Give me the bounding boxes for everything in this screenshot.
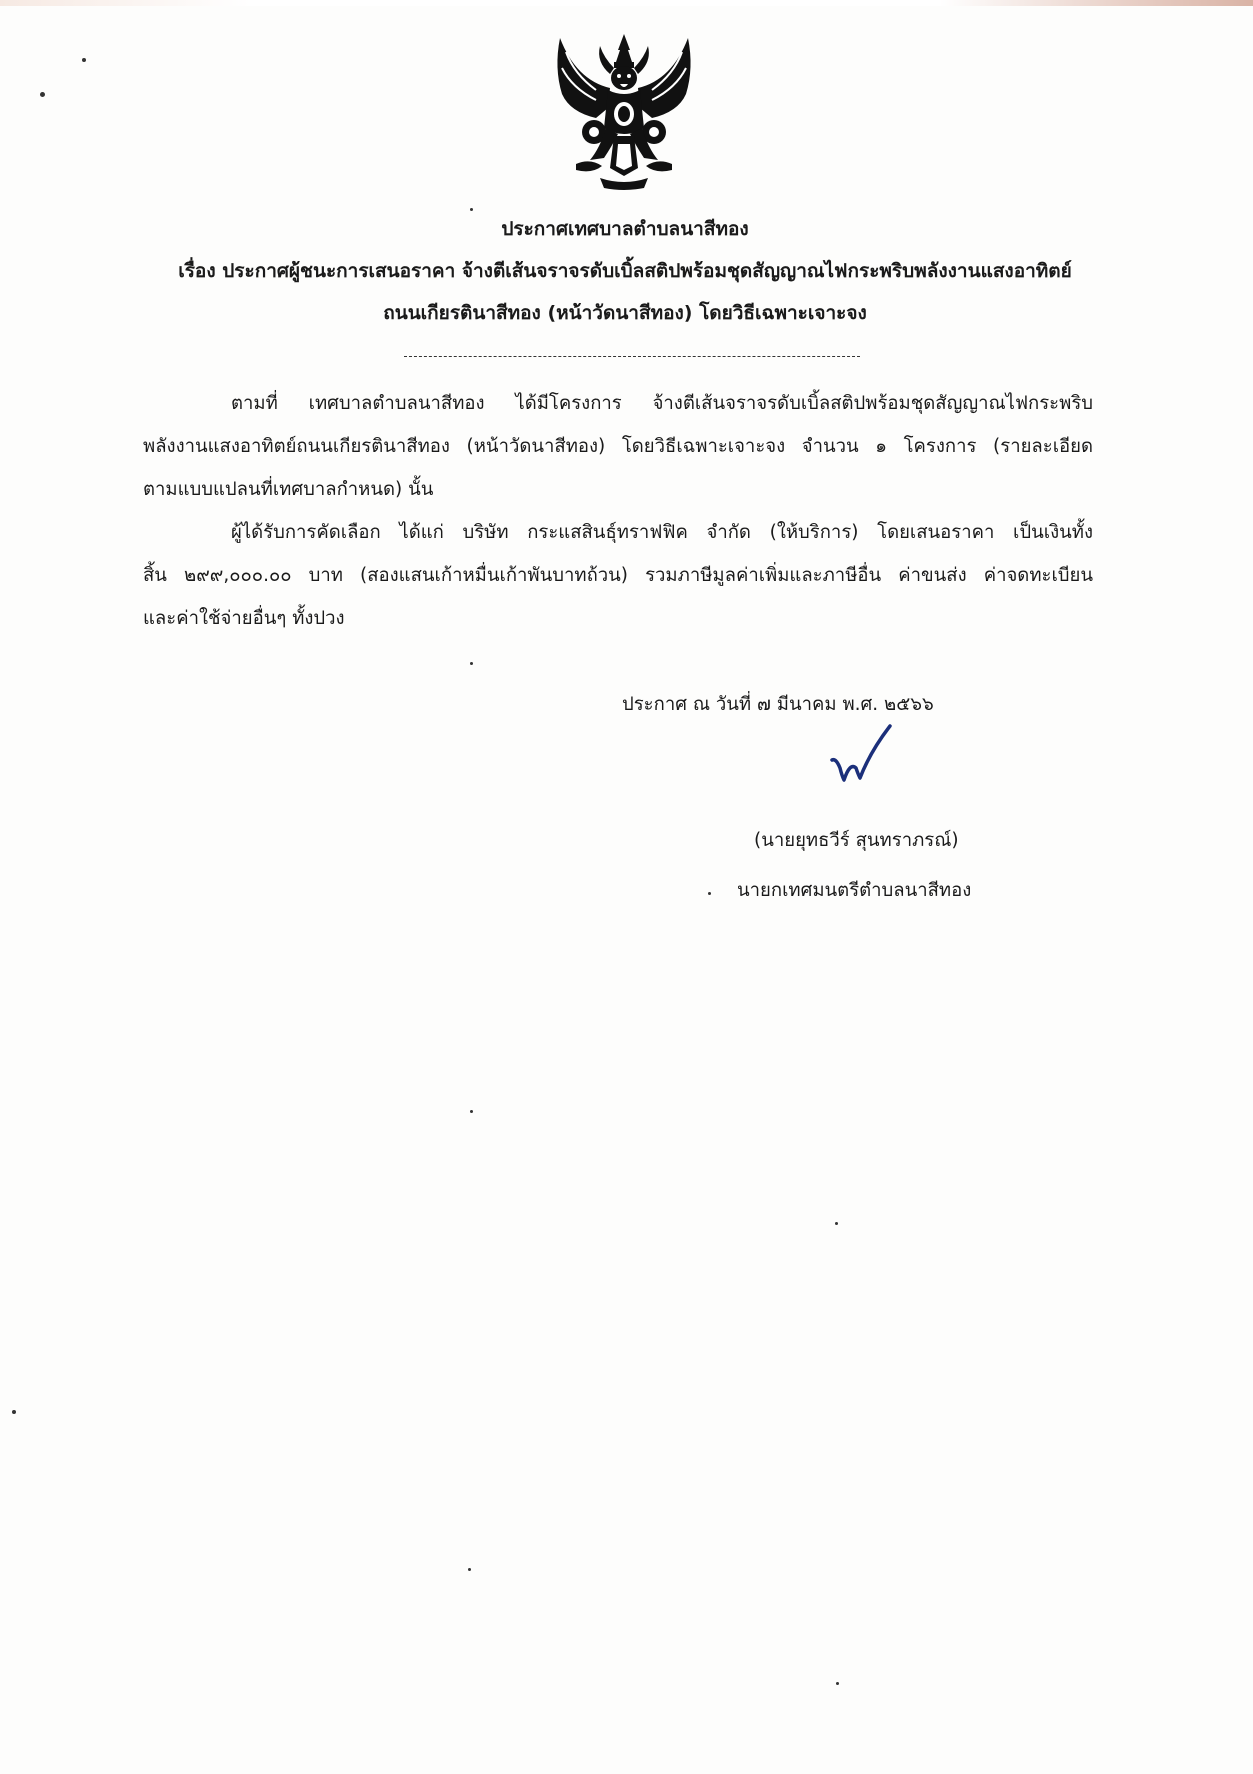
signer-position: นายกเทศมนตรีตำบลนาสีทอง (737, 880, 972, 901)
signer-name: (นายยุทธวีร์ สุนทราภรณ์) (754, 830, 959, 851)
subject-line-2: ถนนเกียรตินาสีทอง (หน้าวัดนาสีทอง) โดยวิธีเฉพาะเจาะจง (383, 302, 867, 324)
scan-speck (470, 662, 473, 665)
garuda-emblem-icon (540, 28, 708, 196)
scan-speck (708, 892, 711, 895)
subject-line-1: เรื่อง ประกาศผู้ชนะการเสนอราคา จ้างตีเส้นจราจรดับเบิ้ลสติปพร้อมชุดสัญญาณไฟกระพริบพลังงานแสงอาทิตย์ (178, 260, 1072, 282)
paragraph-2-line-2: สิ้น ๒๙๙,๐๐๐.๐๐ บาท (สองแสนเก้าหมื่นเก้าพันบาทถ้วน) รวมภาษีมูลค่าเพิ่มและภาษีอื่น ค่าขนส่ง ค่าจดทะเบียน (143, 565, 1093, 586)
announcement-body (143, 382, 1093, 640)
scan-speck (40, 92, 45, 97)
document-title: ประกาศเทศบาลตำบลนาสีทอง (501, 218, 749, 240)
header-divider (404, 356, 860, 357)
paragraph-2-line-1: ผู้ได้รับการคัดเลือก ได้แก่ บริษัท กระแสสินธุ์ทราฟฟิค จำกัด (ให้บริการ) โดยเสนอราคา เป็นเงินทั้ง (231, 522, 1093, 543)
scan-speck (470, 1110, 473, 1113)
announcement-header (120, 208, 1130, 334)
paragraph-1-line-2: พลังงานแสงอาทิตย์ถนนเกียรตินาสีทอง (หน้าวัดนาสีทอง) โดยวิธีเฉพาะเจาะจง จำนวน ๑ โครงการ (รายละเอียด (143, 436, 1093, 457)
scan-speck (468, 1568, 471, 1571)
scan-top-edge (0, 0, 1253, 6)
announcement-date: ประกาศ ณ วันที่ ๗ มีนาคม พ.ศ. ๒๕๖๖ (622, 694, 934, 715)
scan-speck (470, 208, 473, 211)
paragraph-2-line-3: และค่าใช้จ่ายอื่นๆ ทั้งปวง (143, 608, 345, 629)
scan-speck (835, 1222, 838, 1225)
scan-speck (82, 58, 86, 62)
paragraph-1-line-3: ตามแบบแปลนที่เทศบาลกำหนด) นั้น (143, 479, 434, 500)
handwritten-signature-icon (818, 722, 898, 792)
scan-speck (836, 1682, 839, 1685)
paragraph-1-line-1: ตามที่ เทศบาลตำบลนาสีทอง ได้มีโครงการ จ้างตีเส้นจราจรดับเบิ้ลสติปพร้อมชุดสัญญาณไฟกระพริบ (231, 393, 1093, 414)
scan-speck (12, 1410, 16, 1414)
